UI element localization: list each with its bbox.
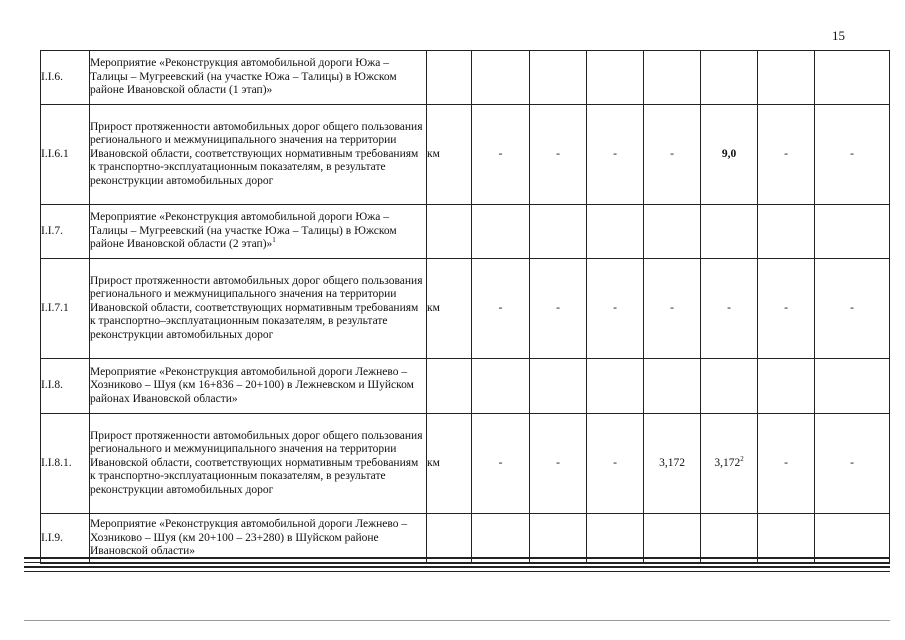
value-cell: - [530, 259, 587, 359]
row-description: Мероприятие «Реконструкция автомобильной дороги Лежнево – Хозниково – Шуя (км 16+836 – 20+100) в Лежневском и Шуйском районах Ивановской области» [90, 359, 427, 414]
value-cell: 3,172 [644, 414, 701, 514]
table-row [41, 105, 890, 205]
value-cell [815, 205, 890, 259]
value-cell [815, 51, 890, 105]
value-cell [587, 205, 644, 259]
value-cell [587, 359, 644, 414]
row-description: Мероприятие «Реконструкция автомобильной дороги Лежнево – Хозниково – Шуя (км 20+100 – 23+280) в Шуйском районе Ивановской области» [90, 514, 427, 564]
value-cell: - [644, 259, 701, 359]
footnote-mark: 1 [272, 236, 276, 245]
value-cell: - [758, 259, 815, 359]
row-unit [427, 359, 472, 414]
value-cell [701, 51, 758, 105]
value-cell [530, 359, 587, 414]
indicator-table [40, 50, 890, 564]
page-bottom-rule [24, 620, 890, 621]
value-cell: - [758, 414, 815, 514]
value-cell: - [587, 259, 644, 359]
table-row [41, 414, 890, 514]
value-cell: - [472, 105, 530, 205]
value-cell [758, 359, 815, 414]
table-row [41, 259, 890, 359]
value-cell: - [815, 259, 890, 359]
table-row [41, 359, 890, 414]
row-code: I.I.7. [41, 205, 90, 259]
value-cell [701, 359, 758, 414]
row-code: I.I.7.1 [41, 259, 90, 359]
value-cell: - [815, 414, 890, 514]
value-cell: - [815, 105, 890, 205]
row-description: Мероприятие «Реконструкция автомобильной дороги Южа – Талицы – Мугреевский (на участке Южа – Талицы) в Южском районе Ивановской области (2 этап)»$^1$ [90, 205, 427, 259]
value-cell [472, 205, 530, 259]
value-cell [644, 51, 701, 105]
table-row [41, 51, 890, 105]
footnote-mark: 2 [740, 454, 744, 463]
value-cell [758, 51, 815, 105]
value-cell: - [587, 105, 644, 205]
row-description: Прирост протяженности автомобильных дорог общего пользования регионального и межмуниципального значения на территории Ивановской области, соответствующих нормативным требованиям к транспортно-эксплуатационным показателям, в результате реконструкции автомобильных дорог [90, 105, 427, 205]
row-unit: км [427, 414, 472, 514]
value-cell [815, 359, 890, 414]
row-unit: км [427, 105, 472, 205]
value-cell: - [644, 105, 701, 205]
value-cell [530, 51, 587, 105]
row-unit: км [427, 259, 472, 359]
row-description: Прирост протяженности автомобильных дорог общего пользования регионального и межмуниципального значения на территории Ивановской области, соответствующих нормативным требованиям к транспортно-эксплуатационным показателям, в результате реконструкции автомобильных дорог [90, 414, 427, 514]
row-code: I.I.8.1. [41, 414, 90, 514]
value-cell [644, 359, 701, 414]
value-cell [758, 205, 815, 259]
row-unit [427, 205, 472, 259]
table-cut-lines [24, 555, 890, 575]
value-cell [472, 51, 530, 105]
value-cell: 9,0 [701, 105, 758, 205]
value-cell [530, 205, 587, 259]
value-cell [587, 51, 644, 105]
value-cell: - [758, 105, 815, 205]
row-code: I.I.9. [41, 514, 90, 564]
value-cell: 3,172$^2$ [701, 414, 758, 514]
value-cell [472, 359, 530, 414]
value-cell: - [701, 259, 758, 359]
page-number: 15 [832, 28, 845, 43]
row-description: Прирост протяженности автомобильных дорог общего пользования регионального и межмуниципального значения на территории Ивановской области, соответствующих нормативным требованиям к транспортно–эксплуатационным показателям, в результате реконструкции автомобильных дорог [90, 259, 427, 359]
row-code: I.I.6.1 [41, 105, 90, 205]
value-cell: - [530, 414, 587, 514]
row-description: Мероприятие «Реконструкция автомобильной дороги Южа – Талицы – Мугреевский (на участке Южа – Талицы) в Южском районе Ивановской области (1 этап)» [90, 51, 427, 105]
value-cell: - [587, 414, 644, 514]
value-cell [644, 205, 701, 259]
value-cell: - [472, 414, 530, 514]
value-cell: - [472, 259, 530, 359]
value-cell: - [530, 105, 587, 205]
value-cell [701, 205, 758, 259]
row-code: I.I.8. [41, 359, 90, 414]
table-row [41, 205, 890, 259]
row-code: I.I.6. [41, 51, 90, 105]
row-unit [427, 51, 472, 105]
